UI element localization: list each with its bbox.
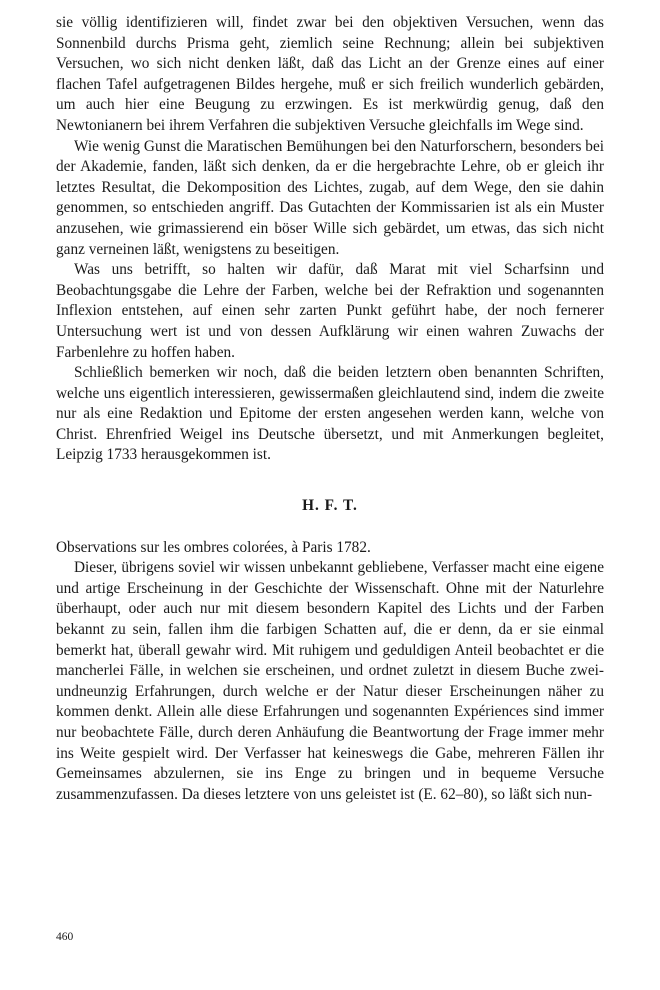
paragraph-marat-writings: Schließlich bemerken wir noch, daß die beiden letztern oben benannten Schriften, welche uns eigentlich interessieren, gewissermaßen gleichlautend sind, indem die zweite nur als eine Redaktion und Epitome der ersten angesehen werden kann, welche von Christ. Ehrenfried Weigel ins Deutsche übersetzt, und mit Anmerkungen begleitet, Leipzig 1733 herausgekommen ist.: [56, 364, 604, 464]
page-number: 460: [56, 931, 74, 943]
paragraph-continuation: sie völlig identifizieren will, findet zwar bei den objektiven Versuchen, wenn das Sonnenbild durchs Prisma geht, ziemlich seine Rechnung; allein bei subjektiven Versuchen, wo sich nicht denken läßt, daß das Licht an der Grenze eines auf einer flachen Tafel aufgetragenen Bildes hergehe, muß er sich freilich wunderlich gebärden, um auch hier eine Beugung zu erzwingen. Es ist merkwürdig genug, daß den Newtonianern bei ihrem Verfahren die subjektiven Versuche gleichfalls im Wege sind.: [56, 14, 604, 134]
work-title-line: Observations sur les ombres colorées, à Paris 1782.: [56, 538, 371, 556]
paragraph-marat-reception: Wie wenig Gunst die Maratischen Bemühungen bei den Naturforschern, besonders bei der Akademie, fanden, läßt sich denken, da er die hergebrachte Lehre, ob er gleich ihr letztes Resultat, die Dekomposition des Lichtes, zugab, auf dem Wege, den sie dahin genommen, so entschieden angriff. Das Gutachten der Kommissarien ist als ein Muster anzusehen, wie grimassierend ein böser Wille sich gebärdet, um etwas, das sich nicht ganz verneinen läßt, wenigstens zu beseitigen.: [56, 137, 604, 258]
section-heading: H. F. T.: [302, 497, 358, 515]
paragraph-marat-assessment: Was uns betrifft, so halten wir dafür, daß Marat mit viel Scharfsinn und Beobachtungsgabe die Lehre der Farben, welche bei der Refraktion und sogenannten Inflexion entstehen, auf einen sehr zarten Punkt geführt habe, der noch fernerer Untersuchung wert ist und von dessen Aufklärung wir einen wahren Zuwachs der Farbenlehre zu hoffen haben.: [56, 261, 604, 361]
paragraph-hft-author: Dieser, übrigens soviel wir wissen unbekannt gebliebene, Verfasser macht eine eigene und artige Erscheinung in der Geschichte der Wissenschaft. Ohne mit der Naturlehre überhaupt, oder auch nur mit diesem besondern Kapitel des Lichts und der Farben bekannt zu sein, fallen ihm die farbigen Schatten auf, die er denn, da er sie einmal bemerkt hat, überall gewahr wird. Mit ruhigem und geduldigen Anteil beobachtet er die mancherlei Fälle, in welchen sie erscheinen, und ordnet zuletzt in diesem Buche zweiundneunzig Erfahrungen, durch welche er der Natur dieser Erscheinungen näher zu kommen denkt. Allein alle diese Erfahrungen und sogenannten Expériences sind immer nur beobachtete Fälle, durch deren Anhäufung die Beantwortung der Frage immer mehr ins Weite gespielt wird. Der Verfasser hat keineswegs die Gabe, mehreren Fällen ihr Gemeinsames abzulernen, sie ins Enge zu bringen und in bequeme Versuche zusammenzufassen. Da dieses letztere von uns geleistet ist (E. 62–80), so läßt sich nun-: [56, 559, 604, 803]
